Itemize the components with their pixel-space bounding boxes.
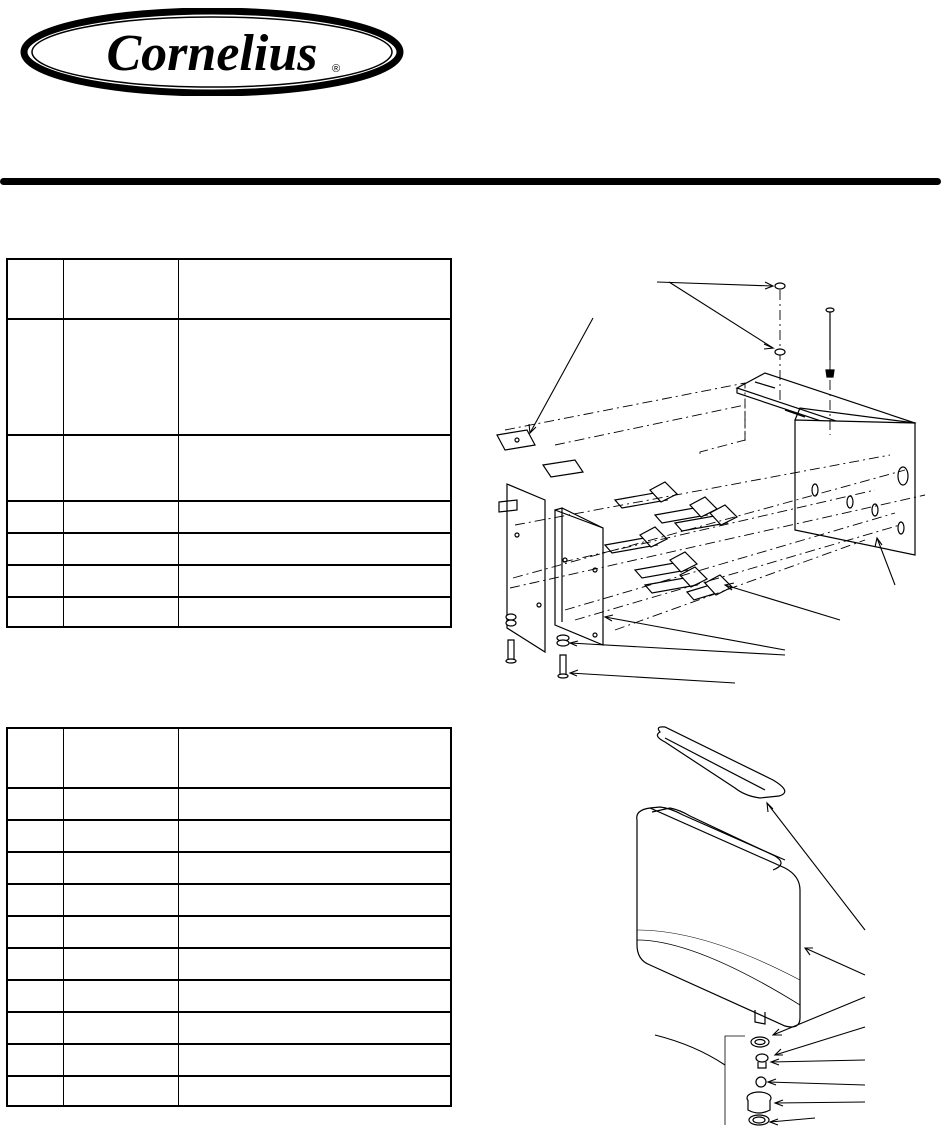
part-number-cell (63, 1076, 178, 1106)
table-row (7, 319, 451, 435)
part-number-cell (63, 916, 178, 948)
table-row (7, 1044, 451, 1076)
item-number-cell (7, 259, 63, 319)
item-number-cell (7, 884, 63, 916)
item-number-cell (7, 916, 63, 948)
tank-fittings (725, 1036, 771, 1125)
table-row (7, 820, 451, 852)
part-number-cell (63, 884, 178, 916)
description-cell (178, 820, 451, 852)
description-cell (178, 319, 451, 435)
part-number-cell (63, 597, 178, 627)
description-cell (178, 259, 451, 319)
part-number-cell (63, 565, 178, 597)
table-row (7, 788, 451, 820)
description-cell (178, 980, 451, 1012)
item-number-cell (7, 820, 63, 852)
item-number-cell (7, 1076, 63, 1106)
table-row (7, 1012, 451, 1044)
part-number-cell (63, 948, 178, 980)
description-cell (178, 501, 451, 533)
part-number-cell (63, 852, 178, 884)
description-cell (178, 597, 451, 627)
description-cell (178, 533, 451, 565)
description-cell (178, 1012, 451, 1044)
cornelius-logo (20, 8, 412, 96)
item-number-cell (7, 728, 63, 788)
valve-pistons (605, 482, 737, 600)
item-number-cell (7, 948, 63, 980)
item-number-cell (7, 788, 63, 820)
item-number-cell (7, 597, 63, 627)
part-number-cell (63, 259, 178, 319)
bracket-assembly-figure (497, 282, 925, 683)
description-cell (178, 788, 451, 820)
part-number-cell (63, 533, 178, 565)
table-row (7, 884, 451, 916)
part-number-cell (63, 788, 178, 820)
item-number-cell (7, 852, 63, 884)
item-number-cell (7, 1044, 63, 1076)
exploded-parts-drawing (455, 240, 941, 1130)
description-cell (178, 435, 451, 501)
item-number-cell (7, 565, 63, 597)
item-number-cell (7, 319, 63, 435)
table-row (7, 916, 451, 948)
parts-table-2 (6, 727, 452, 1107)
part-number-cell (63, 1044, 178, 1076)
item-number-cell (7, 501, 63, 533)
cornelius-logo-graphic (20, 8, 412, 96)
part-number-cell (63, 435, 178, 501)
description-cell (178, 852, 451, 884)
table-row (7, 533, 451, 565)
item-number-cell (7, 980, 63, 1012)
table-row (7, 852, 451, 884)
table-row (7, 501, 451, 533)
item-number-cell (7, 533, 63, 565)
part-number-cell (63, 319, 178, 435)
table-row (7, 565, 451, 597)
logo-wordmark: Cornelius (106, 25, 318, 82)
table-row (7, 1076, 451, 1106)
description-cell (178, 884, 451, 916)
description-cell (178, 1076, 451, 1106)
header-divider (0, 178, 941, 185)
description-cell (178, 565, 451, 597)
table-row (7, 597, 451, 627)
description-cell (178, 1044, 451, 1076)
tank-assembly-figure (637, 727, 865, 1125)
description-cell (178, 728, 451, 788)
parts-table-1 (6, 258, 452, 628)
part-number-cell (63, 728, 178, 788)
part-number-cell (63, 501, 178, 533)
part-number-cell (63, 980, 178, 1012)
part-number-cell (63, 1012, 178, 1044)
item-number-cell (7, 435, 63, 501)
drawing-canvas (455, 240, 941, 1130)
item-number-cell (7, 1012, 63, 1044)
part-number-cell (63, 820, 178, 852)
table-row (7, 435, 451, 501)
table-row (7, 980, 451, 1012)
description-cell (178, 916, 451, 948)
description-cell (178, 948, 451, 980)
table-row (7, 948, 451, 980)
table-row (7, 259, 451, 319)
registered-mark: ® (332, 63, 341, 75)
table-row (7, 728, 451, 788)
